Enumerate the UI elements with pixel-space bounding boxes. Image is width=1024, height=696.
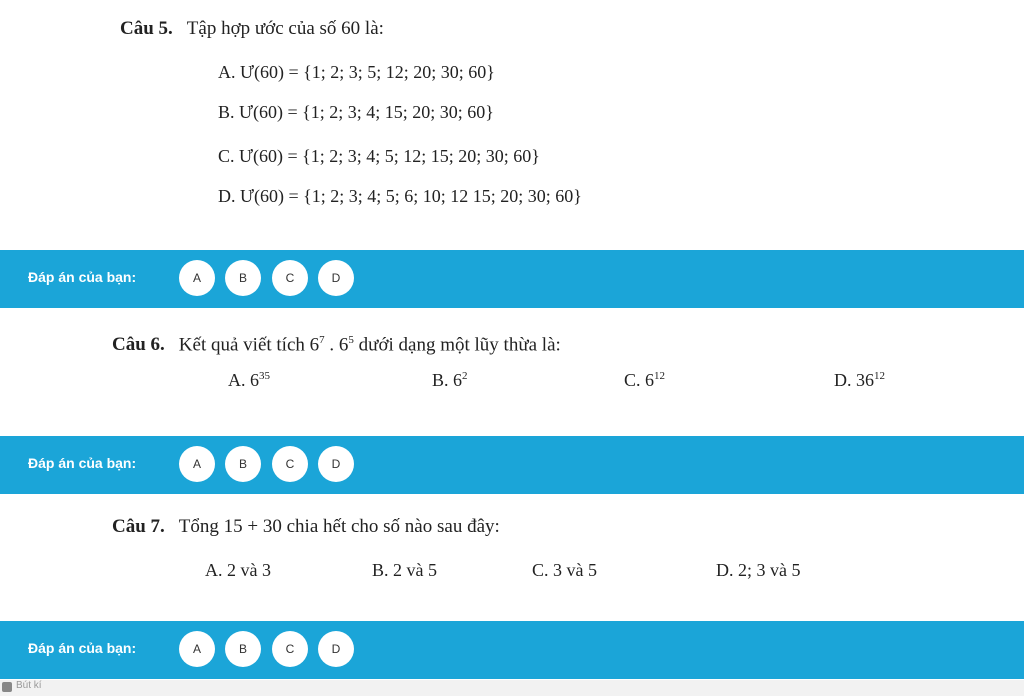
q6-option-b: B. $6^2$ <box>432 370 468 390</box>
status-strip <box>0 680 1024 696</box>
answer-b-button[interactable]: B <box>225 631 261 667</box>
q7-option-a: A. 2 và 3 <box>205 560 271 580</box>
answer-a-button[interactable]: A <box>179 260 215 296</box>
question-5-title <box>120 18 384 40</box>
q5-option-b: B. Ư(60) = {1; 2; 3; 4; 15; 20; 30; 60} <box>218 102 494 122</box>
answer-a-button[interactable]: A <box>179 446 215 482</box>
question-6-exp2: 5 <box>348 334 354 346</box>
answer-c-button[interactable]: C <box>272 631 308 667</box>
answer-a-button[interactable]: A <box>179 631 215 667</box>
q7-option-b: B. 2 và 5 <box>372 560 437 580</box>
question-6-number: Câu 6. <box>112 334 165 356</box>
q5-option-d: D. Ư(60) = {1; 2; 3; 4; 5; 6; 10; 12 15; 20; 30; 60} <box>218 186 582 206</box>
q6-option-c: C. $6^{12}$ <box>624 370 666 390</box>
answer-c-button[interactable]: C <box>272 260 308 296</box>
answer-b-button[interactable]: B <box>225 260 261 296</box>
question-6-text-before: Kết quả viết tích 6 <box>178 334 320 356</box>
q6-option-d: D. $36^{12}$ <box>834 370 885 390</box>
q7-option-c: C. 3 và 5 <box>532 560 597 580</box>
answer-label: Đáp án của bạn: <box>28 269 137 285</box>
question-5-number: Câu 5. <box>120 18 173 39</box>
answer-d-button[interactable]: D <box>318 446 354 482</box>
question-6-dot: . 6 <box>324 334 349 356</box>
answer-c-button[interactable]: C <box>272 446 308 482</box>
answer-d-button[interactable]: D <box>318 631 354 667</box>
q5-option-a: A. Ư(60) = {1; 2; 3; 5; 12; 20; 30; 60} <box>218 62 495 82</box>
answer-bar-q7 <box>0 621 1024 679</box>
answer-b-button[interactable]: B <box>225 446 261 482</box>
question-7-number: Câu 7. <box>112 516 165 537</box>
answer-label: Đáp án của bạn: <box>28 455 137 471</box>
question-7-title <box>112 516 500 538</box>
question-6-title <box>112 334 561 356</box>
answer-label: Đáp án của bạn: <box>28 640 137 656</box>
pen-icon <box>2 682 12 692</box>
answer-d-button[interactable]: D <box>318 260 354 296</box>
question-6-text-after: dưới dạng một lũy thừa là: <box>353 334 561 356</box>
question-6-exp1: 7 <box>319 334 325 346</box>
status-text: Bút kí <box>16 680 42 691</box>
q5-option-c: C. Ư(60) = {1; 2; 3; 4; 5; 12; 15; 20; 30; 60} <box>218 146 540 166</box>
q6-option-a: A. $6^{35}$ <box>228 370 270 390</box>
answer-bar-q5 <box>0 250 1024 308</box>
answer-bar-q6 <box>0 436 1024 494</box>
question-7-text: Tổng 15 + 30 chia hết cho số nào sau đây: <box>178 516 500 537</box>
question-5-text: Tập hợp ước của số 60 là: <box>186 18 384 39</box>
q7-option-d: D. 2; 3 và 5 <box>716 560 801 580</box>
